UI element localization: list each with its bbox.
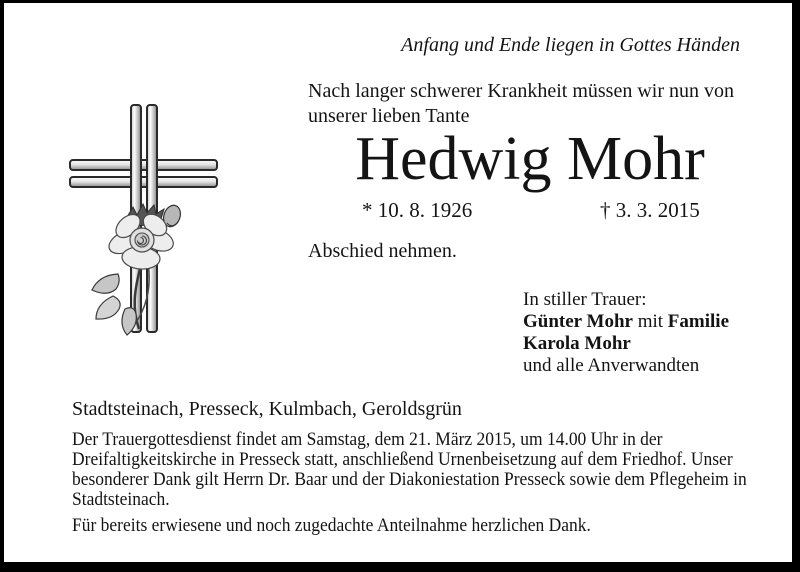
frame-edge-right bbox=[792, 0, 800, 572]
service-info: Der Trauergottesdienst findet am Samstag, dem 21. März 2015, um 14.00 Uhr in der Dreifaltigkeitskirche in Presseck statt, anschließend Urnenbeisetzung auf dem Friedhof. Unser besonderer Dank gilt Herrn Dr. Baar und der Diakoniestation Presseck sowie dem Pflegeheim in Stadtsteinach. bbox=[72, 429, 747, 510]
mourner-line-2: Karola Mohr bbox=[523, 333, 631, 354]
mourner-line-3: und alle Anverwandten bbox=[523, 355, 700, 376]
intro-text: Nach langer schwerer Krankheit müssen wir nun von unserer lieben Tante bbox=[308, 80, 734, 127]
mourners-block bbox=[523, 289, 729, 377]
frame-edge-bottom bbox=[0, 562, 800, 572]
thanks-line: Für bereits erwiesene und noch zugedachte Anteilnahme herzlichen Dank. bbox=[72, 515, 591, 536]
mourner-line-1 bbox=[523, 311, 729, 333]
places-line: Stadtsteinach, Presseck, Kulmbach, Geroldsgrün bbox=[72, 398, 462, 420]
epigraph: Anfang und Ende liegen in Gottes Händen bbox=[401, 34, 740, 56]
mourners-heading: In stiller Trauer: bbox=[523, 289, 647, 310]
frame-edge-top bbox=[0, 0, 800, 3]
mourner-connector: mit bbox=[632, 311, 668, 332]
farewell-text: Abschied nehmen. bbox=[308, 240, 457, 262]
mourner-name: Günter Mohr bbox=[523, 311, 633, 332]
deceased-name: Hedwig Mohr bbox=[355, 125, 705, 193]
death-date: † 3. 3. 2015 bbox=[600, 198, 700, 222]
mourner-suffix: Familie bbox=[667, 311, 729, 332]
frame-edge-left bbox=[0, 0, 4, 572]
cross-with-rose-icon bbox=[55, 95, 230, 345]
birth-date: * 10. 8. 1926 bbox=[362, 198, 473, 222]
